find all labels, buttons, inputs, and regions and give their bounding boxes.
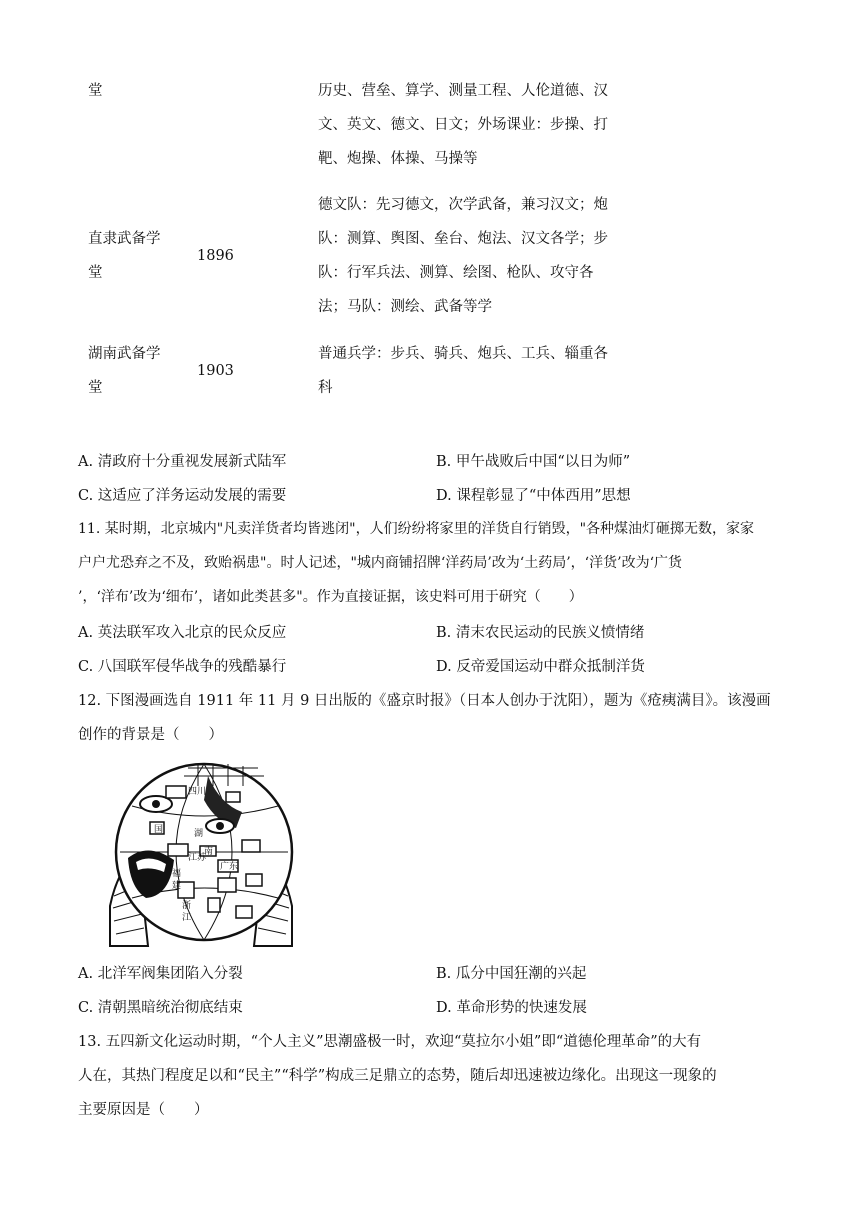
stem-line: 主要原因是（ ） [78, 1102, 209, 1118]
course-line: 历史、营垒、算学、测量工程、人伦道德、汉 [318, 83, 608, 99]
course-line: 队：行军兵法、测算、绘图、枪队、攻守各 [318, 265, 594, 281]
stem-line: 户户尤恐弃之不及，致贻祸患"。时人记述，"城内商铺招牌‘洋药局’改为‘土药局’，‘洋货’改为‘广货 [78, 555, 683, 571]
cartoon-label: 建 [172, 881, 182, 891]
school-name-cell [88, 337, 161, 405]
course-cell [318, 188, 636, 324]
course-line: 靶、炮操、体操、马操等 [318, 151, 478, 167]
year-cell: 1896 [197, 248, 234, 264]
question-12-stem [78, 684, 796, 752]
q10-option-a[interactable]: A. 清政府十分重视发展新式陆军 [78, 454, 287, 470]
school-name-line: 湖南武备学 [88, 346, 161, 362]
q10-option-c[interactable]: C. 这适应了洋务运动发展的需要 [78, 488, 287, 504]
cartoon-label: 南 [204, 847, 214, 857]
q12-option-b[interactable]: B. 瓜分中国狂潮的兴起 [436, 966, 587, 982]
cartoon-label: 江 [182, 913, 192, 923]
q10-option-b[interactable]: B. 甲午战败后中国“以日为师” [436, 454, 631, 470]
school-name-line: 堂 [88, 83, 103, 99]
question-13-stem [78, 1025, 796, 1127]
cartoon-label: 江苏 [188, 853, 207, 863]
q12-option-a[interactable]: A. 北洋军阀集团陷入分裂 [78, 966, 243, 982]
school-name-line: 直隶武备学 [88, 231, 161, 247]
course-line: 科 [318, 380, 333, 396]
stem-line: 13. 五四新文化运动时期，“个人主义”思潮盛极一时，欢迎“莫拉尔小姐”即“道德伦理革命”的大有 [78, 1034, 702, 1050]
school-name-line: 堂 [88, 380, 103, 396]
cartoon-label: 福 [172, 869, 182, 879]
q11-option-c[interactable]: C. 八国联军侵华战争的残酷暴行 [78, 659, 287, 675]
question-11-stem [78, 512, 796, 614]
school-name-line: 堂 [88, 265, 103, 281]
stem-line: ’，‘洋布’改为‘细布’，诸如此类甚多"。作为直接证据，该史料可用于研究（ ） [78, 589, 583, 605]
school-name-cell [88, 222, 161, 290]
q11-option-d[interactable]: D. 反帝爱国运动中群众抵制洋货 [436, 659, 645, 675]
course-line: 队：测算、舆图、垒台、炮法、汉文各学；步 [318, 231, 608, 247]
cartoon-illustration [108, 756, 294, 948]
q12-option-c[interactable]: C. 清朝黑暗统治彻底结束 [78, 1000, 243, 1016]
course-line: 德文队：先习德文，次学武备，兼习汉文；炮 [318, 197, 608, 213]
q12-option-d[interactable]: D. 革命形势的快速发展 [436, 1000, 587, 1016]
stem-line: 人在，其热门程度足以和“民主”“科学”构成三足鼎立的态势，随后却迅速被边缘化。出现这一现象的 [78, 1068, 717, 1084]
course-line: 文、英文、德文、日文；外场课业：步操、打 [318, 117, 608, 133]
course-cell [318, 74, 636, 176]
cartoon-label: 广东 [220, 862, 239, 872]
school-name-cell [88, 74, 103, 108]
stem-line: 创作的背景是（ ） [78, 727, 223, 743]
q11-option-b[interactable]: B. 清末农民运动的民族义愤情绪 [436, 625, 645, 641]
course-line: 法；马队：测绘、武备等学 [318, 299, 492, 315]
cartoon-label: 国 [154, 825, 164, 835]
course-line: 普通兵学：步兵、骑兵、炮兵、工兵、辎重各 [318, 346, 608, 362]
stem-line: 12. 下图漫画选自 1911 年 11 月 9 日出版的《盛京时报》（日本人创办于沈阳），题为《疮痍满目》。该漫画 [78, 693, 771, 709]
cartoon-label: 浙 [182, 901, 192, 911]
q11-option-a[interactable]: A. 英法联军攻入北京的民众反应 [78, 625, 287, 641]
year-cell: 1903 [197, 363, 234, 379]
q10-option-d[interactable]: D. 课程彰显了“中体西用”思想 [436, 488, 631, 504]
cartoon-label: 四川 [188, 787, 207, 797]
stem-line: 11. 某时期，北京城内"凡卖洋货者均皆逃闭"，人们纷纷将家里的洋货自行销毁，"各种煤油灯砸掷无数，家家 [78, 521, 755, 537]
course-cell [318, 337, 636, 405]
cartoon-label: 湖 [194, 829, 204, 839]
